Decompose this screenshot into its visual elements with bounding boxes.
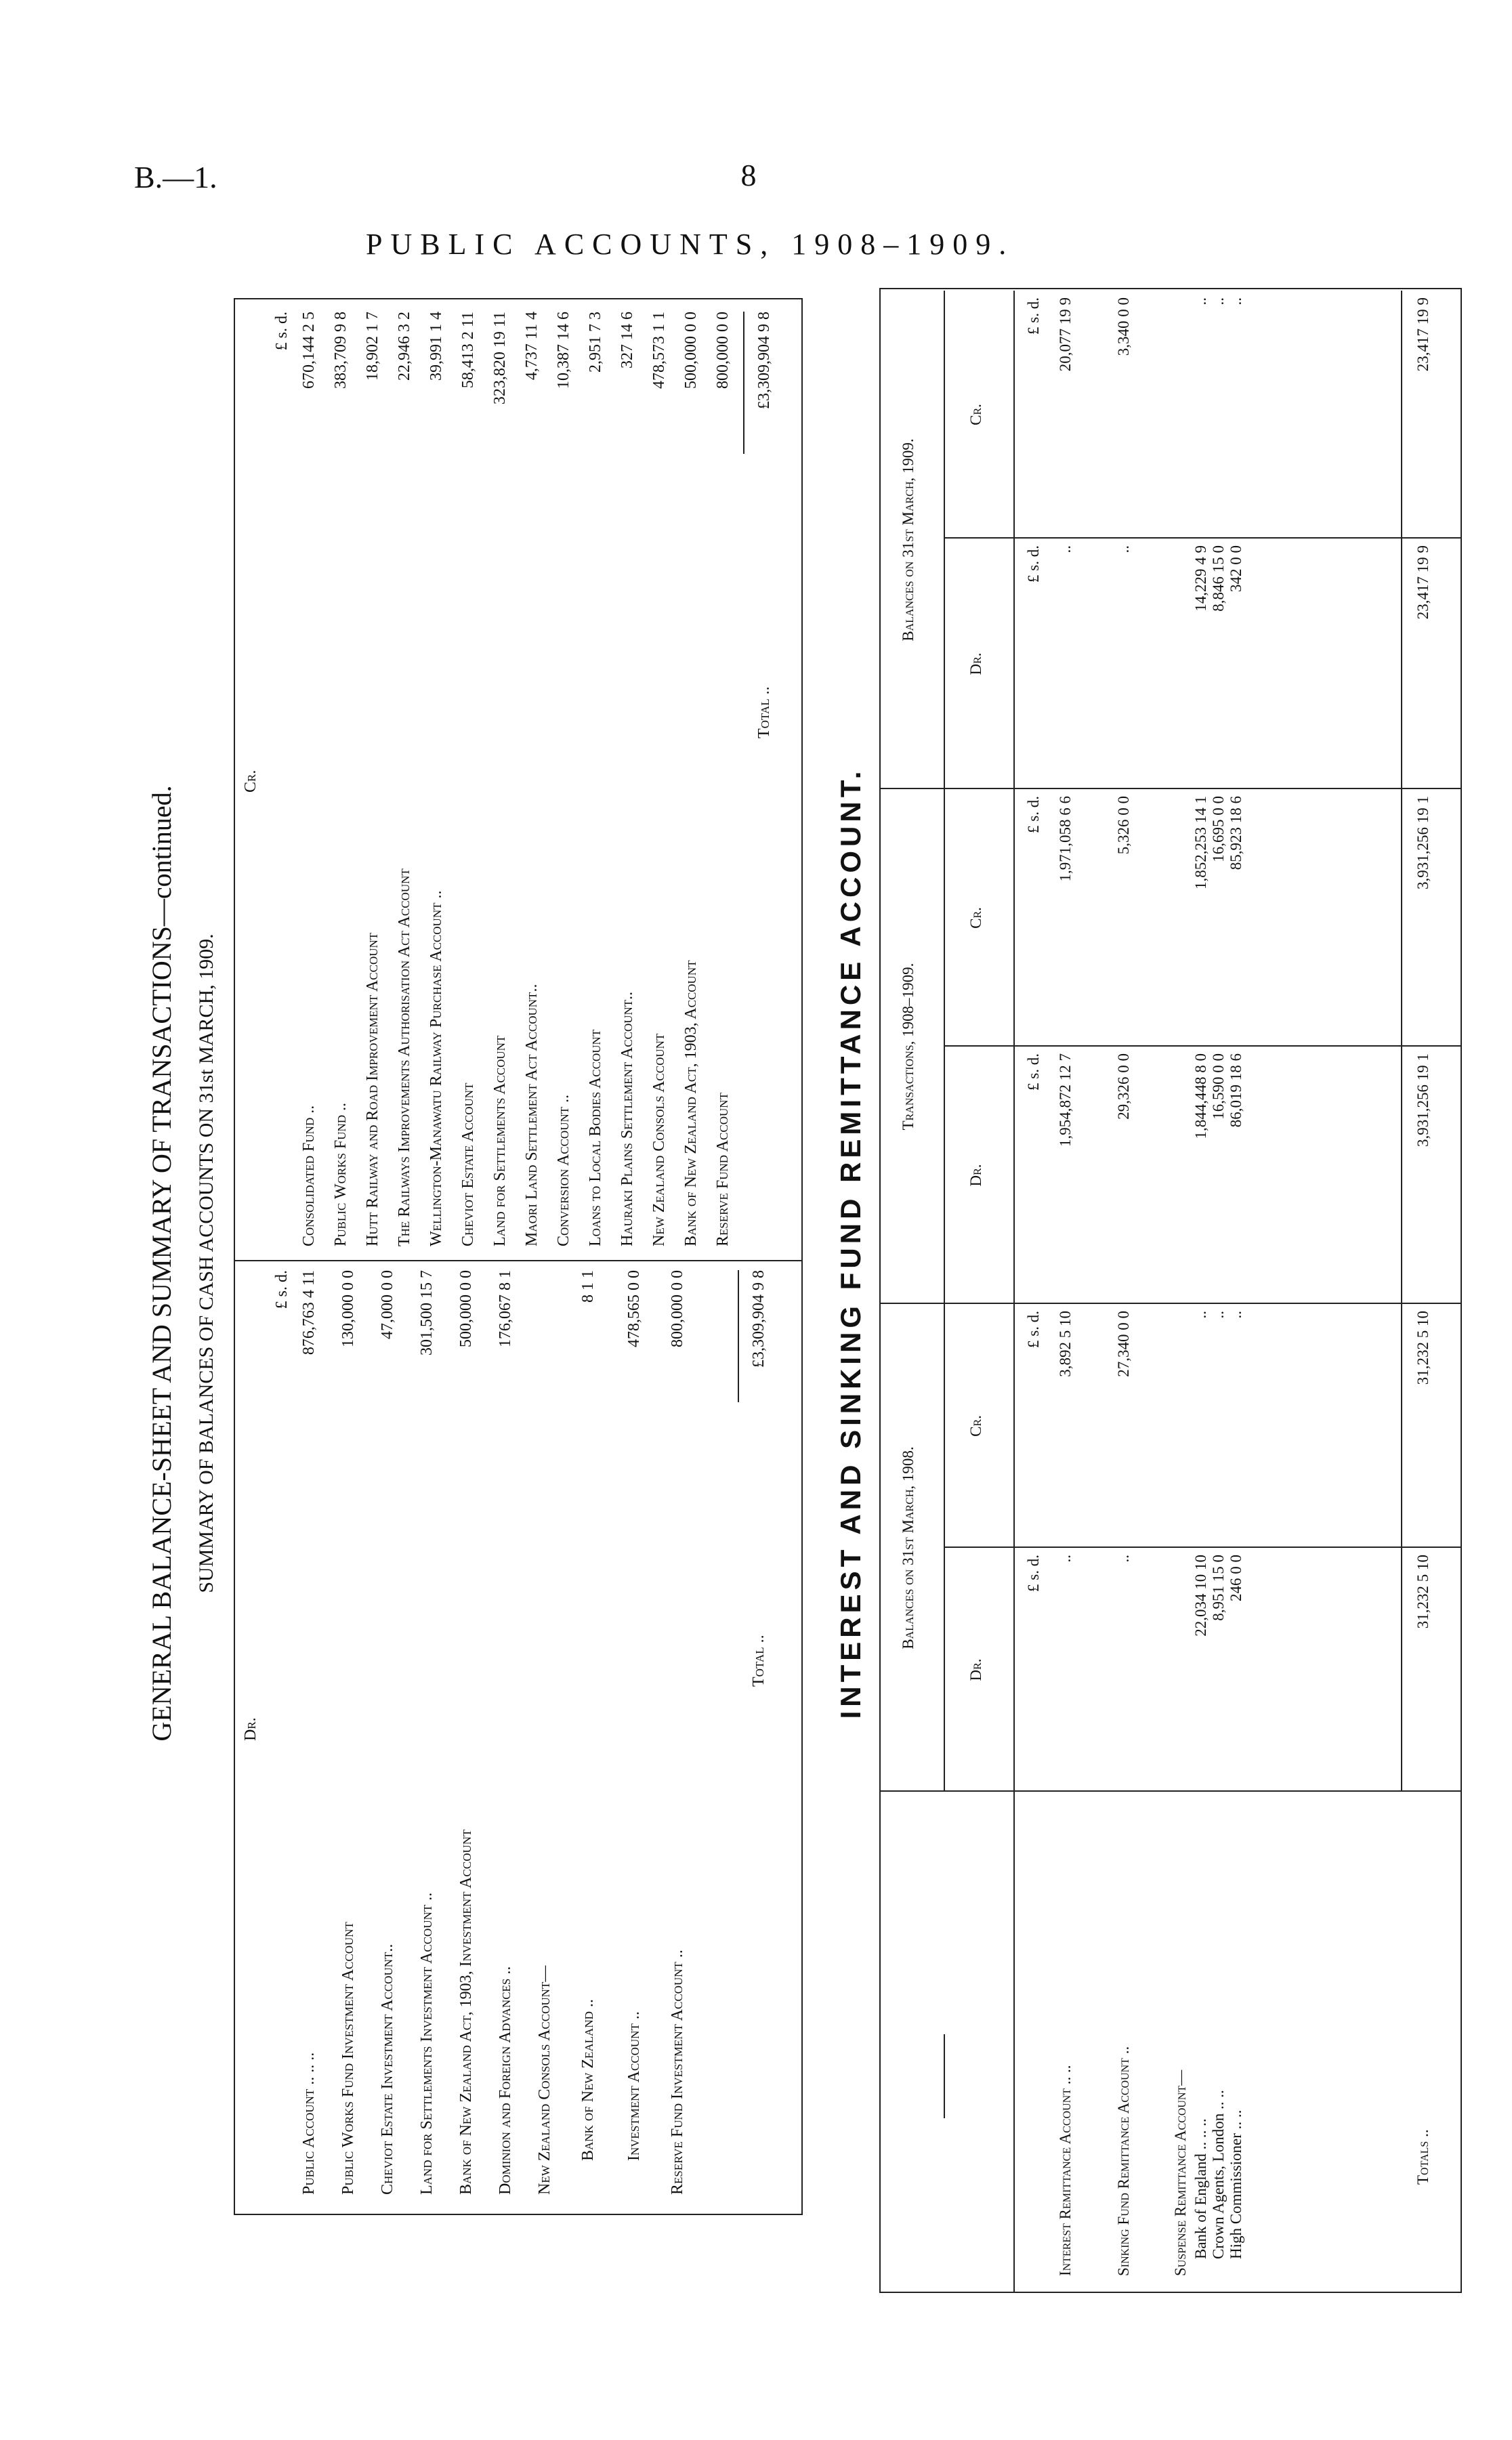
col-divider	[944, 1045, 1461, 1047]
cell: ..	[1227, 297, 1244, 306]
page-number: 8	[740, 158, 757, 192]
cell: 5,326 0 0	[1115, 796, 1132, 855]
cell: ..	[1192, 1311, 1209, 1319]
stub-rule	[944, 2034, 945, 2118]
cr-row-amount: 478,573 1 1	[650, 312, 668, 389]
dr-row-label: Reserve Fund Investment Account ..	[669, 1950, 686, 2195]
dr-row-amount: 800,000 0 0	[669, 1270, 686, 1347]
dr-heading: Dr.	[242, 1717, 259, 1741]
cr-row-label: Land for Settlements Account	[491, 1035, 509, 1246]
dr-row-label: Cheviot Estate Investment Account..	[379, 1943, 396, 2195]
dr-row-label: Bank of New Zealand Act, 1903, Investment Account	[457, 1829, 475, 2195]
totals-label: Totals ..	[1414, 2129, 1431, 2185]
dr-row-label: Bank of New Zealand ..	[579, 1999, 597, 2161]
cr-row-amount: 327 14 6	[618, 312, 636, 369]
cr-row-label: Hauraki Plains Settlement Account..	[618, 991, 636, 1246]
dr-total-rule	[738, 1270, 739, 1402]
remittance-frame	[879, 288, 1462, 2293]
cr-total-amount: £3,309,904 9 8	[755, 312, 773, 409]
cr-row-label: Bank of New Zealand Act, 1903, Account	[682, 960, 700, 1246]
cr-row-amount: 323,820 19 11	[491, 312, 509, 405]
unit-label: £ s. d.	[1025, 297, 1042, 335]
dr-row-label: New Zealand Consols Account—	[536, 1965, 553, 2195]
cr-row-amount: 670,144 2 5	[300, 312, 318, 389]
cell: 1,971,058 6 6	[1057, 796, 1074, 882]
cell: 342 0 0	[1227, 545, 1244, 592]
cr-row-amount: 39,991 1 4	[427, 312, 445, 381]
cell: 1,852,253 14 1	[1192, 796, 1209, 889]
total-cell: 23,417 19 9	[1414, 297, 1431, 372]
balance-sheet-frame	[234, 298, 803, 2215]
unit-label: £ s. d.	[1025, 1053, 1042, 1091]
col-divider	[944, 537, 1461, 539]
balance-sheet-table	[234, 298, 803, 2215]
cr-row-label: New Zealand Consols Account	[650, 1033, 668, 1246]
cr-total-label: Total ..	[755, 686, 773, 738]
cr-row-amount: 383,709 9 8	[332, 312, 350, 389]
remittance-table	[879, 288, 1462, 2293]
cr-row-amount: 10,387 14 6	[555, 312, 572, 389]
header-rule	[1013, 291, 1015, 2293]
cell: ..	[1057, 1555, 1074, 1563]
dr-row-amount: 478,565 0 0	[625, 1270, 643, 1347]
cr-row-amount: 800,000 0 0	[714, 312, 732, 389]
cr-row-amount: 4,737 11 4	[523, 312, 541, 381]
sub-header: Dr.	[967, 652, 984, 675]
cell: ..	[1192, 297, 1209, 306]
cell: ..	[1210, 1311, 1227, 1319]
group-header: Transactions, 1908–1909.	[900, 963, 917, 1131]
col-divider	[879, 1303, 1461, 1304]
header-rule	[944, 291, 945, 1792]
cell: ..	[1057, 545, 1074, 553]
cell: 8,951 15 0	[1210, 1555, 1227, 1621]
cell: 3,340 0 0	[1115, 297, 1132, 356]
dr-cr-divider	[234, 1260, 801, 1261]
cell: ..	[1227, 1311, 1244, 1319]
cell: 16,590 0 0	[1210, 1053, 1227, 1120]
cr-row-label: Consolidated Fund ..	[300, 1105, 318, 1246]
cr-row-label: Hutt Railway and Road Improvement Account	[364, 932, 381, 1246]
remittance-heading	[835, 278, 875, 2208]
col-divider	[879, 1790, 1461, 1792]
cell: 27,340 0 0	[1115, 1311, 1132, 1377]
unit-label: £ s. d.	[1025, 1311, 1042, 1348]
cell: 20,077 19 9	[1057, 297, 1074, 372]
cr-row-label: The Railways Improvements Authorisation Act Account	[396, 868, 413, 1246]
dr-row-label: Land for Settlements Investment Account ..	[418, 1892, 436, 2195]
row-label: Crown Agents, London .. ..	[1210, 2090, 1227, 2259]
cr-row-label: Reserve Fund Account	[714, 1093, 732, 1246]
cell: 1,954,872 12 7	[1057, 1053, 1074, 1147]
group-header: Balances on 31st March, 1908.	[900, 1446, 917, 1649]
sub-header: Dr.	[967, 1164, 984, 1187]
cr-row-amount: 18,902 1 7	[364, 312, 381, 381]
dr-total-label: Total ..	[750, 1635, 768, 1687]
cell: 14,229 4 9	[1192, 545, 1209, 612]
dr-total-amount: £3,309,904 9 8	[750, 1270, 768, 1368]
cr-row-label: Cheviot Estate Account	[459, 1082, 477, 1246]
page-title: PUBLIC ACCOUNTS, 1908–1909.	[366, 228, 1015, 261]
cell: 29,326 0 0	[1115, 1053, 1132, 1120]
cr-row-amount: 2,951 7 3	[587, 312, 604, 373]
total-cell: 3,931,256 19 1	[1414, 1053, 1431, 1147]
dr-row-amount: 500,000 0 0	[457, 1270, 475, 1347]
cell: ..	[1115, 545, 1132, 553]
cell: 3,892 5 10	[1057, 1311, 1074, 1377]
cr-row-amount: 58,413 2 11	[459, 312, 477, 389]
row-label: High Commissioner .. ..	[1227, 2109, 1244, 2259]
balance-sheet-subtitle-wrap	[195, 298, 229, 2229]
cell: 1,844,448 8 0	[1192, 1053, 1209, 1139]
page-reference: B.—1.	[134, 160, 217, 194]
dr-row-label: Public Works Fund Investment Account	[339, 1922, 357, 2195]
balance-sheet-title: GENERAL BALANCE-SHEET AND SUMMARY OF TRANSACTIONS—continued.	[146, 785, 177, 1742]
sub-header: Cr.	[967, 1415, 984, 1437]
cr-row-label: Conversion Account ..	[555, 1094, 572, 1246]
cell: 8,846 15 0	[1210, 545, 1227, 612]
cr-total-rule	[743, 312, 744, 454]
sub-header: Dr.	[967, 1658, 984, 1681]
group-header: Balances on 31st March, 1909.	[900, 438, 917, 641]
cell: 22,034 10 10	[1192, 1555, 1209, 1637]
cell: 16,695 0 0	[1210, 796, 1227, 862]
cr-row-amount: 500,000 0 0	[682, 312, 700, 389]
total-cell: 31,232 5 10	[1414, 1555, 1431, 1629]
dr-unit-label: £ s. d.	[273, 1270, 291, 1309]
totals-rule	[1401, 291, 1402, 1792]
row-label: Suspense Remittance Account—	[1172, 2069, 1189, 2276]
cr-row-amount: 22,946 3 2	[396, 312, 413, 381]
total-cell: 3,931,256 19 1	[1414, 796, 1431, 889]
col-divider	[879, 788, 1461, 789]
unit-label: £ s. d.	[1025, 545, 1042, 583]
row-label: Interest Remittance Account .. ..	[1057, 2065, 1074, 2276]
row-label: Sinking Fund Remittance Account ..	[1115, 2046, 1132, 2276]
row-label: Bank of England .. .. ..	[1192, 2118, 1209, 2259]
cr-heading: Cr.	[242, 770, 259, 793]
sub-header: Cr.	[967, 404, 984, 425]
cell: 246 0 0	[1227, 1555, 1244, 1601]
dr-row-amount: 47,000 0 0	[379, 1270, 396, 1339]
cr-row-label: Loans to Local Bodies Account	[587, 1029, 604, 1246]
remittance-title: INTEREST AND SINKING FUND REMITTANCE ACCOUNT.	[835, 767, 866, 1719]
balance-sheet-subtitle: SUMMARY OF BALANCES OF CASH ACCOUNTS ON 31st MARCH, 1909.	[195, 933, 217, 1593]
cr-unit-label: £ s. d.	[273, 312, 291, 351]
cr-row-label: Wellington-Manawatu Railway Purchase Account ..	[427, 890, 445, 1246]
cr-row-label: Maori Land Settlement Act Account..	[523, 984, 541, 1246]
unit-label: £ s. d.	[1025, 1555, 1042, 1592]
unit-label: £ s. d.	[1025, 796, 1042, 833]
cell: ..	[1210, 297, 1227, 306]
col-divider	[944, 1547, 1461, 1548]
dr-row-label: Investment Account ..	[625, 2011, 643, 2161]
cr-row-label: Public Works Fund ..	[332, 1102, 350, 1246]
balance-sheet-heading	[146, 298, 200, 2229]
dr-row-amount: 176,067 8 1	[497, 1270, 514, 1347]
cell: 86,019 18 6	[1227, 1053, 1244, 1128]
dr-row-amount: 130,000 0 0	[339, 1270, 357, 1347]
sub-header: Cr.	[967, 907, 984, 929]
cell: ..	[1115, 1555, 1132, 1563]
dr-row-label: Public Account .. .. ..	[300, 2052, 318, 2195]
dr-row-amount: 876,763 4 11	[300, 1270, 318, 1355]
dr-row-label: Dominion and Foreign Advances ..	[497, 1966, 514, 2195]
dr-row-amount: 8 1 1	[579, 1270, 597, 1303]
total-cell: 31,232 5 10	[1414, 1311, 1431, 1385]
total-cell: 23,417 19 9	[1414, 545, 1431, 620]
cell: 85,923 18 6	[1227, 796, 1244, 870]
dr-row-amount: 301,500 15 7	[418, 1270, 436, 1355]
